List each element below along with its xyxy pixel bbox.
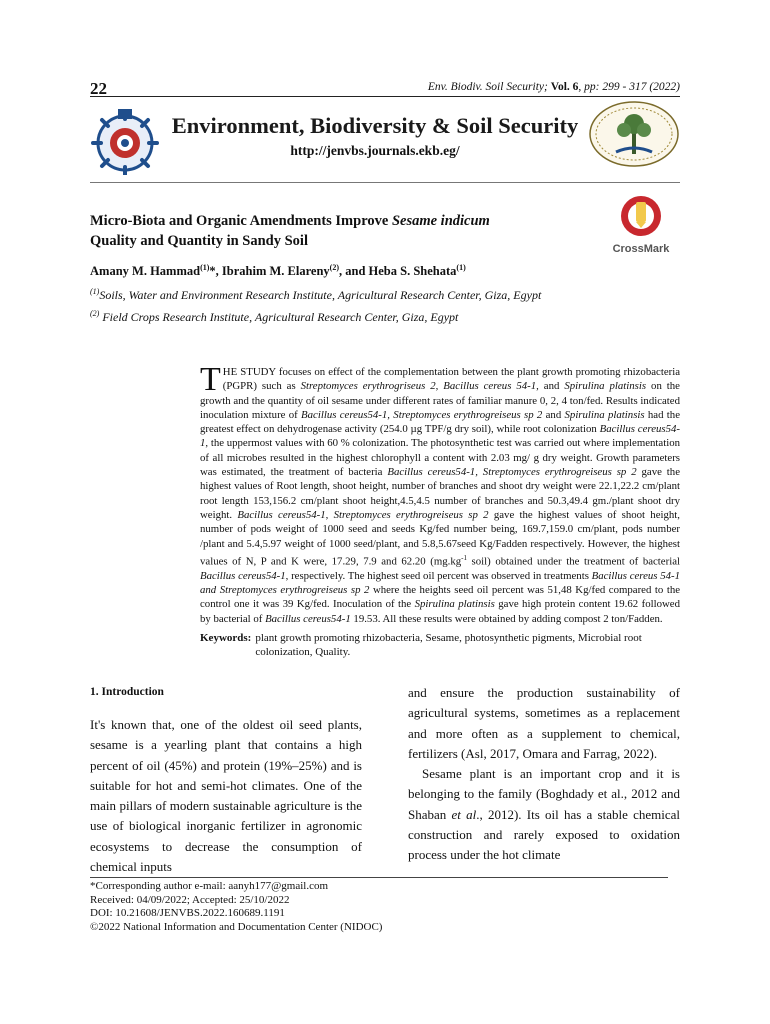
crossmark-badge[interactable]: [610, 194, 672, 254]
journal-reference: Env. Biodiv. Soil Security; Vol. 6, pp: 299 - 317 (2022): [427, 81, 680, 93]
journal-url[interactable]: http://jenvbs.journals.ekb.eg/: [290, 143, 460, 158]
paper-title: Micro-Biota and Organic Amendments Improve Sesame indicum Quality and Quantity in Sandy Soil: [90, 213, 490, 249]
author-list: Amany M. Hammad$^{(1)}$*, Ibrahim M. Elareny$^{(2)}$, and Heba S. Shehata$^{(1)}$: [90, 263, 466, 279]
masthead-rule: [90, 182, 680, 183]
nidoc-seal-icon: [588, 100, 680, 168]
footnotes: [90, 880, 382, 935]
received-accepted-dates: Received: 04/09/2022; Accepted: 25/10/2022: [90, 893, 290, 906]
keywords-text: plant growth promoting rhizobacteria, Sesame, photosynthetic pigments, Microbial root colonization, Quality.: [255, 632, 642, 658]
footnote-rule: [90, 877, 668, 878]
page-number: 22: [90, 79, 107, 98]
intro-column-1: It's known that, one of the oldest oil seed plants, sesame is a yearling plant that contains a high percent of oil (45%) and protein (19%–25%) and is suitable for hot and semi-hot climates. One of the main pillars of modern sustainable agriculture is the use of biological inorganic fertilizer in agronomic ecosystems to decrease the consumption of chemical inputs: [90, 717, 362, 875]
header-rule: [90, 96, 680, 97]
abstract: THE STUDY focuses on effect of the complementation between the plant growth promoting rhizobacteria (PGPR) such as Streptomyces erythrogriseus 2, Bacillus cereus 54-1, and Spirulina platinsis on the growth and the quantity of oil sesame under different rates of familiar manure 0, 2, 4 ton/fed. Results indicated inoculation mixture of Bacillus cereus54-1, Streptomyces erythrogreiseus sp 2 and Spirulina platinsis had the greatest effect on dehydrogenase activity (254.0 µg TPF/g dry soil), while root colonization Bacillus cereus54-1, the uppermost values with 60 % colonization. The photosynthetic test was carried out where implementation of all microbes resulted in the highest chlorophyll a content with 2.03 mg/ g dry weight. Growth parameters was estimated, the treatment of bacteria Bacillus cereus54-1, Streptomyces erythrogreiseus sp 2 gave the highest values of Root length, shoot height, number of branches and shoot dry weight were 22.1,22.2 cm/plant root length 153,156.2 cm/plant shoot height,4.5,4.5 number of branches and 50.3,49.4 gm./plant shoot dry weight. Bacillus cereus54-1, Streptomyces erythrogreiseus sp 2 gave the highest values of shoot height, number of pods weight of 1000 seed and seeds Kg/fed number being, 169.7,159.0 cm/plant, pods number /plant and 5.4,5.97 weight of 1000 seed/plant, and 5.8,5.67seed Kg/Fadden respectively. However, the highest values of N, P and K were, 17.29, 7.9 and 62.20 ($mg.kg^{-1}$ soil) obtained under the treatment of bacterial Bacillus cereus54-1, respectively. The highest seed oil percent was observed in treatments Bacillus cereus 54-1 and Streptomyces erythrogreiseus sp 2 where the heights seed oil percent was 51,48 Kg/fed compared to the control one it was 39 Kg/fed. Inoculation of the Spirulina platinsis gave high protein content 19.62 followed by bacterial of Bacillus cereus54-1 19.53. All these results were obtained by adding compost 2 ton/Fadden.: [200, 361, 681, 625]
keywords-label: Keywords:: [200, 632, 252, 644]
drop-cap: T: [200, 361, 221, 398]
keywords: [200, 631, 680, 659]
crossmark-icon: [610, 194, 672, 240]
affiliation-2: $^{(2)}$ Field Crops Research Institute, Agricultural Research Center, Giza, Egypt: [90, 309, 459, 324]
corresponding-author: *Corresponding author e-mail: aanyh177@gmail.com: [90, 880, 329, 892]
journal-name: Environment, Biodiversity & Soil Security: [171, 113, 579, 138]
intro-paragraph: and ensure the production sustainability of agricultural systems, sometimes as a replacement and more often as a supplement to chemical, fertilizers (Asl, 2017, Omara and Farrag, 2022).: [408, 685, 680, 761]
intro-paragraph: Sesame plant is an important crop and it is belonging to the family (Boghdady et al., 2012 and Shaban et al., 2012). Its oil has a stable chemical construction and rarely exposed to oxidation process under the hot climate: [408, 766, 681, 863]
section-heading: 1. Introduction: [90, 686, 164, 698]
journal-logo-icon: [90, 105, 160, 175]
intro-column-2: [408, 683, 680, 866]
copyright: ©2022 National Information and Documentation Center (NIDOC): [90, 921, 383, 934]
crossmark-label: CrossMark: [612, 243, 670, 255]
affiliation-1: $^{(1)}$Soils, Water and Environment Research Institute, Agricultural Research Center, Giza, Egypt: [90, 287, 542, 302]
doi[interactable]: DOI: 10.21608/JENVBS.2022.160689.1191: [90, 907, 285, 920]
